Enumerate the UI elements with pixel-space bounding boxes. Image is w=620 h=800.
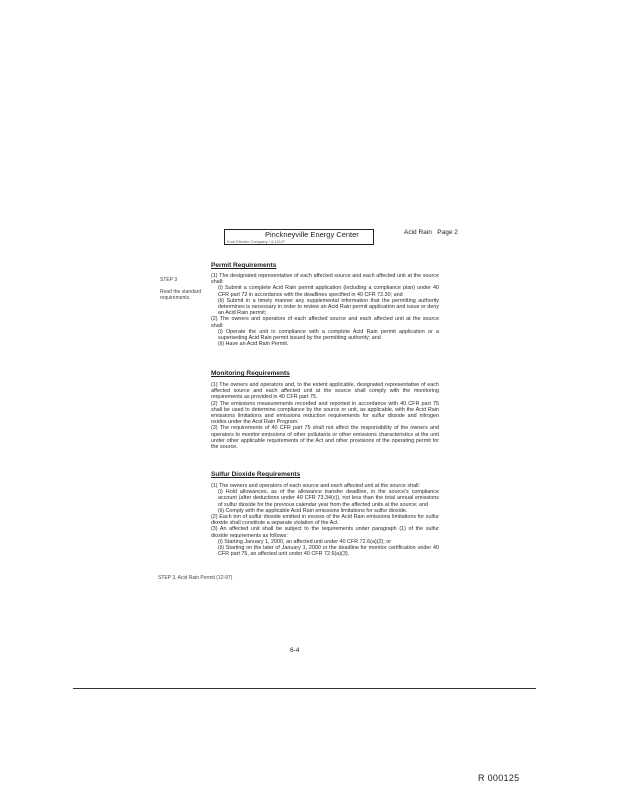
paragraph: (ii) Submit in a timely manner any supplemental information that the permitting authority determines is necessary in order to review an Acid Rain permit application and issue or deny an Acid Rain permit; [218, 297, 439, 317]
page-label: Page 2 [437, 229, 458, 236]
paragraph: (1) The owners and operators of each source and each affected unit at the source shall: [211, 483, 420, 489]
paragraph: (3) An affected unit shall be subject to the requirements under paragraph (1) of the sulfur dioxide requirements as follows: [211, 526, 439, 539]
section-title-sulfur: Sulfur Dioxide Requirements [211, 471, 301, 478]
doc-label: Acid Rain [404, 229, 432, 236]
paragraph: (i) Hold allowances, as of the allowance transfer deadline, in the source's compliance account (after deductions under 40 CFR 73.34(c)), not less than the total annual emissions of sulfur dioxide for the previous calendar year from the affected units at the source; and [218, 489, 439, 508]
paragraph: (i) Submit a complete Acid Rain permit application (including a compliance plan) under 40 CFR part 72 in accordance with the deadlines specified in 40 CFR 72.30; and [218, 285, 439, 298]
paragraph: (ii) Starting on the later of January 1, 2000 or the deadline for monitor certification under 40 CFR part 75, an affected unit under 40 CFR 72.6(a)(3). [218, 545, 439, 558]
page-number: 6-4 [290, 647, 300, 654]
paragraph: (2) The emissions measurements recorded and reported in accordance with 40 CFR part 75 shall be used to determine compliance by the source or unit, as applicable, with the Acid Rain emissions limitations and emissions reduction requirements for sulfur dioxide and nitrogen oxides under the Acid Rain Program. [211, 400, 439, 426]
paragraph: (1) The designated representative of each affected source and each affected unit at the source shall: [211, 273, 439, 286]
paragraph: (ii) Have an Acid Rain Permit. [218, 341, 289, 348]
paragraph: (1) The owners and operators and, to the extent applicable, designated representative of each affected source and each affected unit at the source shall comply with the monitoring requirements as provided in 40 CFR part 75. [211, 382, 439, 401]
facility-name: Pinckneyville Energy Center [265, 230, 359, 239]
facility-subtitle: Kool Electric Company / 4-116-P [227, 239, 285, 244]
section-title-permit: Permit Requirements [211, 262, 277, 269]
paragraph: (2) The owners and operators of each affected source and each affected unit at the source shall: [211, 316, 439, 329]
paragraph: (3) The requirements of 40 CFR part 75 shall not affect the responsibility of the owners and operators to monitor emissions of other pollutants or other emissions characteristics at the unit under other applicable requirements of the Act and other provisions of the operating permit for the source. [211, 425, 439, 451]
step-label: STEP 3 [160, 277, 178, 283]
section-body-permit [211, 273, 439, 347]
paragraph: (2) Each ton of sulfur dioxide emitted in excess of the Acid Rain emissions limitations for sulfur dioxide shall constitute a separate violation of the Act. [211, 514, 439, 527]
side-note [160, 289, 201, 301]
paragraph: (i) Starting January 1, 2000, an affected unit under 40 CFR 72.6(a)(2); or [218, 538, 392, 545]
section-body-monitoring [211, 382, 439, 450]
facility-header-box [224, 229, 374, 245]
footer-note: STEP 3, Acid Rain Permit (12-97) [158, 575, 233, 581]
paragraph: (i) Operate the unit in compliance with a complete Acid Rain permit application or a superseding Acid Rain permit issued by the permitting authority; and [218, 328, 439, 342]
horizontal-rule [73, 688, 536, 689]
side-note-line1: Read the standard [160, 289, 202, 295]
bates-stamp: R 000125 [478, 773, 520, 783]
side-note-line2: requirements. [160, 295, 191, 301]
section-title-monitoring: Monitoring Requirements [211, 370, 290, 377]
paragraph: (ii) Comply with the applicable Acid Rain emissions limitations for sulfur dioxide. [218, 507, 408, 514]
header-right [404, 229, 458, 236]
section-body-sulfur [211, 483, 439, 557]
